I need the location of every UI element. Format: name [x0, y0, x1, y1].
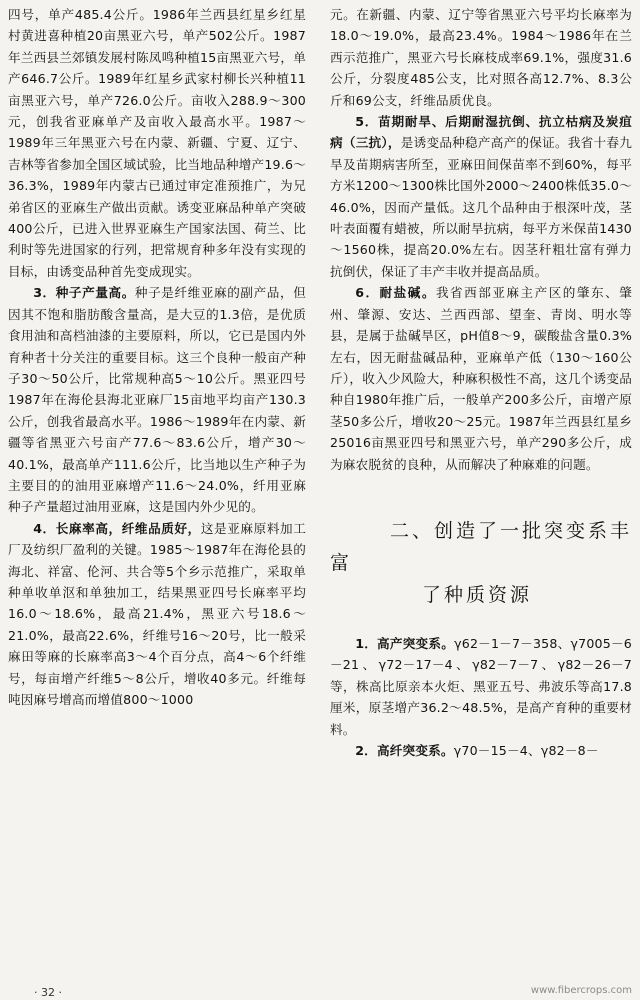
- right-paragraph-5: [330, 740, 632, 761]
- section-5-body: 是诱变品种稳产高产的保证。我省十春九旱及苗期病害所至，亚麻田间保苗率不到60%，每平方米1200～1300株比国外2000～2400株低35.0～46.0%，因而产量低。这几个品种由于根深叶茂，茎叶表面覆有蜡被，所以耐旱抗病，每平方米保苗1430～1560株，提高20.0%左右。因茎秆粗壮富有弹力抗倒伏，保证了丰产丰收并提高品质。: [330, 135, 632, 279]
- right-column: [330, 4, 632, 761]
- right-paragraph-4: [330, 633, 632, 740]
- left-paragraph-1: 四号，单产485.4公斤。1986年兰西县红星乡红星村黄进喜种植20亩黑亚六号，单产502公斤。1987年兰西县兰郊镇发展村陈凤鸣种植15亩黑亚六号，单产646.7公斤。1989年红星乡武家村柳长兴种植11亩黑亚六号，单产726.0公斤。亩收入288.9～300元，创我省亚麻单产及亩收入最高水平。1987～1989年三年黑亚六号在内蒙、新疆、宁夏、辽宁、吉林等省参加全国区域试验，比当地品种增产19.6～36.3%，1989年内蒙古已通过审定准预推广，为兄弟省区的亚麻生产做出贡献。诱变亚麻品种单产突破400公斤，已进入世界亚麻生产国家法国、荷兰、比利时等先进国家的行列，把常规育种多年没有实现的目标，由诱变品种首先变成现实。: [8, 7, 306, 279]
- left-column: [8, 4, 306, 710]
- section-3-title: 3．种子产量高。: [33, 285, 135, 301]
- section-4-title: 4．长麻率高，纤维品质好，: [33, 520, 201, 536]
- left-paragraph-3: [8, 518, 306, 711]
- right-paragraph-1: 元。在新疆、内蒙、辽宁等省黑亚六号平均长麻率为18.0～19.0%，最高23.4%。1984～1986年在兰西示范推广，黑亚六号长麻枝成率69.1%，强度31.6公斤，分裂度485公支，比对照各高12.7%、8.3公斤和69公支，纤维品质优良。: [330, 7, 632, 108]
- subsection-1-title: 1．高产突变系。: [355, 635, 455, 651]
- section-5-title: 5．苗期耐旱、后期耐湿抗倒、抗立枯病及炭疽病（三抗），: [330, 114, 632, 151]
- subsection-2-title: 2．高纤突变系。: [355, 742, 454, 758]
- page-number: · 32 ·: [34, 986, 62, 999]
- subsection-1-body: γ62－1－7－358、γ7005－6－21、γ72－17－4、γ82－7－7、γ82－26－7等，株高比原亲本火炬、黑亚五号、弗波乐等高17.8厘米，原茎增产36.2～48.5%，是高产育种的重要材料。: [330, 635, 632, 737]
- right-paragraph-2: [330, 111, 632, 282]
- watermark: www.fibercrops.com: [530, 985, 632, 996]
- right-paragraph-3: [330, 282, 632, 475]
- section-6-title: 6．耐盐碱。: [355, 285, 436, 301]
- chapter-heading-line-2: 了种质资源: [422, 583, 533, 606]
- chapter-heading: [330, 515, 632, 611]
- subsection-2-body: γ70－15－4、γ82－8－: [453, 742, 599, 758]
- section-3-body: 种子是纤维亚麻的副产品，但因其不饱和脂肪酸含量高，是大豆的1.3倍，是优质食用油和高档油漆的主要原料，所以，它已是国内外育种者十分关注的重要目标。这三个良种一般亩产种子30～50公斤，比常规种高5～10公斤。黑亚四号1987年在海伦县海北亚麻厂15亩地平均亩产130.3公斤，创我省最高水平。1986～1989年在内蒙、新疆等省黑亚六号亩产77.6～83.6公斤，增产30～40.1%，最高单产111.6公斤，比当地以生产种子为主要目的的油用亚麻增产11.6～24.0%，纤用亚麻种子产量超过油用亚麻，这是国内外少见的。: [8, 285, 306, 515]
- chapter-heading-line-1: 二、创造了一批突变系丰富: [330, 519, 633, 574]
- section-6-body: 我省西部亚麻主产区的肇东、肇州、肇源、安达、兰西西部、望奎、青岗、明水等县，是属于盐碱旱区，pH值8～9，碳酸盐含量0.3%左右，因无耐盐碱品种，亚麻单产低（130～160公斤），收入少风险大，种麻积极性不高，这几个诱变品种自1980年推广后，一般单产200多公斤，亩增产原茎50多公斤，增收20～25元。1987年兰西县红星乡25016亩黑亚四号和黑亚六号，单产290多公斤，成为麻农脱贫的良种，从而解决了种麻难的问题。: [330, 285, 632, 472]
- section-4-body: 这是亚麻原料加工厂及纺织厂盈利的关键。1985～1987年在海伦县的海北、祥富、伦河、共合等5个乡示范推广，采取单种单收单沤和单独加工，结果黑亚四号长麻率平均16.0～18.6%，最高21.4%，黑亚六号18.6～21.0%，最高22.6%，纤维号16～20号，比一般采麻田等麻的长麻率高3～4个百分点，高4～6个纤维号，每亩增产纤维5～8公斤，增收40多元。纤维每吨因麻号增高而增值800～1000: [8, 520, 306, 707]
- left-paragraph-2: [8, 282, 306, 517]
